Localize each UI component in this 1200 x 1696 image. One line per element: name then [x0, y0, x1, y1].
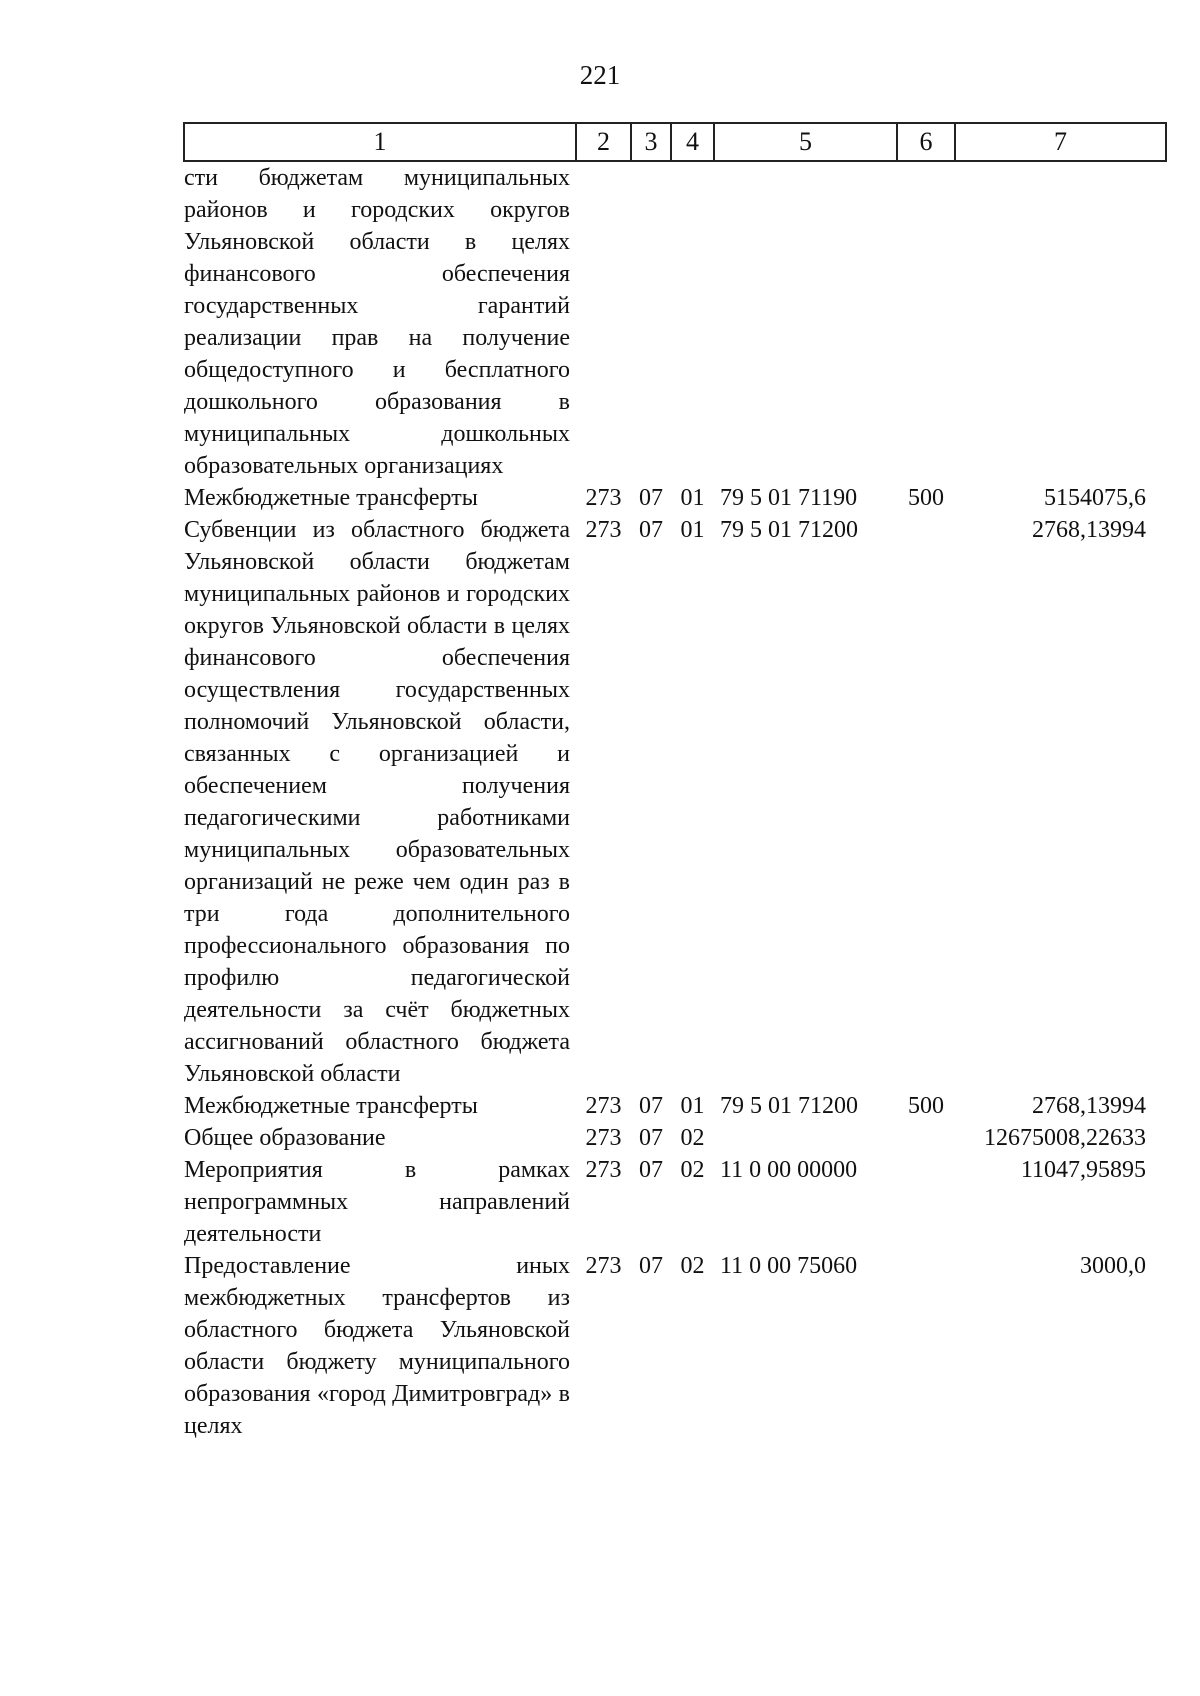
row-code-6	[897, 161, 955, 482]
table-header	[184, 123, 1166, 161]
row-code-6	[897, 1122, 955, 1154]
table-row	[184, 1250, 1166, 1442]
row-name: Предоставление иных межбюджетных трансфертов из областного бюджета Ульяновской области бюджету муниципального образования «город Димитровград» в целях	[184, 1253, 570, 1439]
row-code-5: 11 0 00 00000	[720, 1157, 858, 1183]
row-code-5	[714, 1122, 897, 1154]
row-code-2: 273	[585, 1125, 622, 1151]
row-code-5	[714, 161, 897, 482]
row-code-6	[897, 514, 955, 1090]
row-amount: 5154075,6	[1044, 485, 1146, 511]
row-code-2: 273	[585, 1157, 622, 1183]
table-row	[184, 482, 1166, 514]
row-code-6: 500	[908, 1093, 944, 1119]
row-code-4	[671, 161, 714, 482]
header-col-4: 4	[671, 123, 714, 161]
header-col-5: 5	[714, 123, 897, 161]
page-number: 221	[579, 60, 621, 90]
row-name: Межбюджетные трансферты	[184, 485, 478, 511]
row-code-3: 07	[639, 1093, 663, 1119]
row-code-5: 79 5 01 71190	[720, 485, 858, 511]
header-col-1: 1	[184, 123, 576, 161]
row-code-3: 07	[639, 1157, 663, 1183]
row-code-4: 01	[680, 1093, 705, 1119]
row-code-2: 273	[585, 517, 622, 543]
row-code-5: 11 0 00 75060	[720, 1253, 858, 1279]
table-row	[184, 161, 1166, 482]
row-code-5: 79 5 01 71200	[720, 1093, 858, 1119]
table-row	[184, 514, 1166, 1090]
row-code-6	[897, 1154, 955, 1250]
header-col-6: 6	[897, 123, 955, 161]
row-code-3	[631, 161, 671, 482]
header-col-7: 7	[955, 123, 1166, 161]
row-code-6	[897, 1250, 955, 1442]
row-amount: 12675008,22633	[984, 1125, 1146, 1151]
row-code-3: 07	[639, 1125, 663, 1151]
row-name: Общее образование	[184, 1125, 386, 1151]
table-row	[184, 1090, 1166, 1122]
table-row	[184, 1122, 1166, 1154]
row-code-2: 273	[585, 1253, 622, 1279]
row-code-4: 01	[680, 517, 705, 543]
row-code-5: 79 5 01 71200	[720, 517, 858, 543]
row-amount	[955, 161, 1166, 482]
row-amount: 3000,0	[1080, 1253, 1146, 1279]
row-code-4: 02	[680, 1253, 705, 1279]
header-col-2: 2	[576, 123, 631, 161]
row-code-3: 07	[639, 517, 663, 543]
row-code-2: 273	[585, 485, 622, 511]
row-code-4: 02	[680, 1125, 705, 1151]
row-code-6: 500	[908, 485, 944, 511]
row-name: Межбюджетные трансферты	[184, 1093, 478, 1119]
row-code-2	[576, 161, 631, 482]
row-amount: 2768,13994	[1032, 517, 1146, 543]
budget-table	[183, 122, 1167, 1442]
row-code-4: 02	[680, 1157, 705, 1183]
table-row	[184, 1154, 1166, 1250]
row-code-4: 01	[680, 485, 705, 511]
row-name: сти бюджетам муниципальных районов и городских округов Ульяновской области в целях финансового обеспечения государственных гарантий реализации прав на получение общедоступного и бесплатного дошкольного образования в муниципальных дошкольных образовательных организациях	[184, 165, 570, 479]
row-code-2: 273	[585, 1093, 622, 1119]
row-code-3: 07	[639, 485, 663, 511]
row-name: Субвенции из областного бюджета Ульяновской области бюджетам муниципальных районов и городских округов Ульяновской области в целях финансового обеспечения осуществления государственных полномочий Ульяновской области, связанных с организацией и обеспечением получения педагогическими работниками муниципальных образовательных организаций не реже чем один раз в три года дополнительного профессионального образования по профилю педагогической деятельности за счёт бюджетных ассигнований областного бюджета Ульяновской области	[184, 517, 570, 1087]
header-col-3: 3	[631, 123, 671, 161]
row-amount: 11047,95895	[1020, 1157, 1146, 1183]
row-amount: 2768,13994	[1032, 1093, 1146, 1119]
row-code-3: 07	[639, 1253, 663, 1279]
row-name: Мероприятия в рамках непрограммных направлений деятельности	[184, 1157, 570, 1247]
